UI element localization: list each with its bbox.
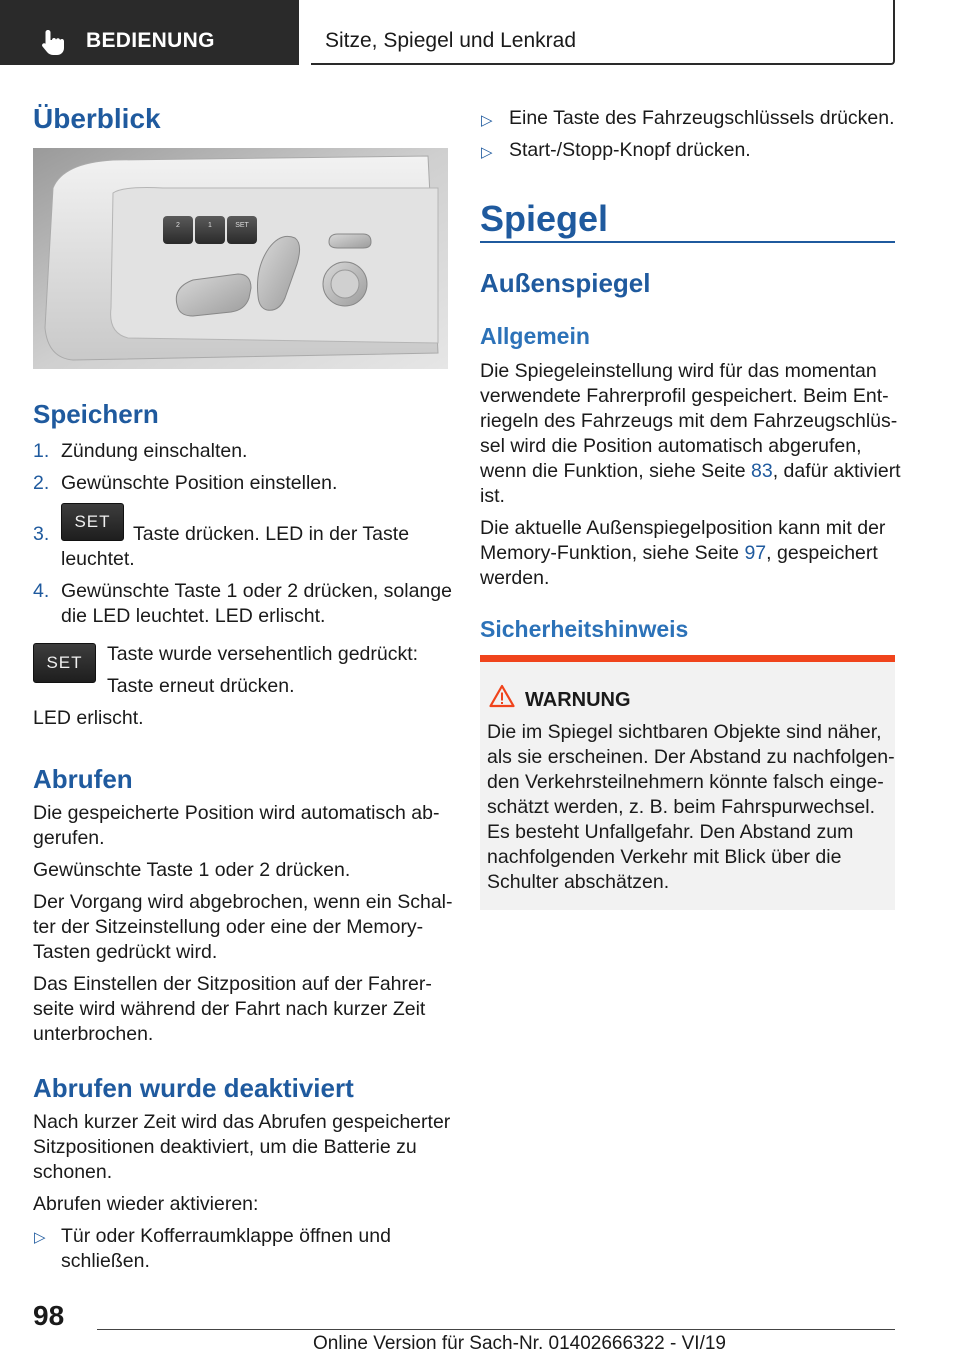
general-text: sel wird die Position automatisch abgerufen, xyxy=(480,435,862,457)
recall-disabled-text: Nach kurzer Zeit wird das Abrufen gespeicherter xyxy=(33,1111,451,1133)
memory-text xyxy=(480,541,878,566)
warning-text: Schulter abschätzen. xyxy=(487,871,670,893)
step-number: 3. xyxy=(33,523,50,545)
header-chapter-label: Sitze, Spiegel und Lenkrad xyxy=(325,29,577,52)
recall-text: Die gespeicherte Position wird automatisch ab- xyxy=(33,802,440,824)
recall-text: ter der Sitzeinstellung oder eine der Memory- xyxy=(33,916,424,938)
warning-text: schätzt werden, z. B. beim Fahrspurwechsel. xyxy=(487,796,875,818)
memory-text-part: Memory-Funktion, siehe Seite xyxy=(480,542,745,564)
set-button-icon: SET xyxy=(33,643,96,683)
bullet-text: Tür oder Kofferraumklappe öffnen und xyxy=(61,1225,391,1247)
led-off-text: LED erlischt. xyxy=(33,707,144,729)
safety-heading: Sicherheitshinweis xyxy=(480,616,689,642)
accidental-press-text: Taste wurde versehentlich gedrückt: xyxy=(107,643,419,665)
seat-button-set-label: SET xyxy=(235,222,249,229)
memory-text: Die aktuelle Außenspiegelposition kann mit der xyxy=(480,517,886,539)
warning-text: den Verkehrsteilnehmern könnte falsch einge- xyxy=(487,771,884,793)
seat-button-2-label: 2 xyxy=(176,222,180,229)
recall-disabled-text: Abrufen wieder aktivieren: xyxy=(33,1193,259,1215)
step-text-continued: leuchtet. xyxy=(61,548,135,570)
recall-text: seite wird während der Fahrt nach kurzer Zeit xyxy=(33,998,426,1020)
recall-text: gerufen. xyxy=(33,827,105,849)
set-button-icon: SET xyxy=(61,503,124,541)
recall-text: unterbrochen. xyxy=(33,1023,154,1045)
seat-button-1-label: 1 xyxy=(208,222,212,229)
memory-text: werden. xyxy=(480,567,550,589)
general-heading: Allgemein xyxy=(480,323,590,349)
warning-text: nachfolgenden Verkehr mit Blick über die xyxy=(487,846,842,868)
general-text-part: , dafür aktiviert xyxy=(772,460,901,482)
warning-text: Es besteht Unfallgefahr. Den Abstand zum xyxy=(487,821,854,843)
page-number: 98 xyxy=(33,1300,65,1331)
step-text: Gewünschte Taste 1 oder 2 drücken, solange xyxy=(61,580,452,602)
recall-disabled-text: schonen. xyxy=(33,1161,113,1183)
overview-heading: Überblick xyxy=(33,103,161,134)
step-number: 1. xyxy=(33,440,50,462)
general-text-part: wenn die Funktion, siehe Seite xyxy=(480,460,752,482)
general-text: Die Spiegeleinstellung wird für das momentan xyxy=(480,360,877,382)
mirror-heading: Spiegel xyxy=(480,198,609,239)
warning-box xyxy=(480,655,895,910)
recall-text: Der Vorgang wird abgebrochen, wenn ein Schal- xyxy=(33,891,453,913)
header-chapter-tab xyxy=(311,0,895,65)
seat-panel-illustration xyxy=(33,148,448,369)
triangle-bullet-icon: ▷ xyxy=(34,1229,46,1246)
general-text: ist. xyxy=(480,485,505,507)
seat-memory-buttons-image xyxy=(33,148,448,369)
step-number: 4. xyxy=(33,580,50,602)
bullet-text: schließen. xyxy=(61,1250,150,1272)
heading-underline xyxy=(480,241,895,243)
general-text: riegeln des Fahrzeugs mit dem Fahrzeugschlüs- xyxy=(480,410,898,432)
save-heading: Speichern xyxy=(33,399,159,429)
header-section-tab xyxy=(0,0,299,65)
bullet-text: Eine Taste des Fahrzeugschlüssels drücken. xyxy=(509,107,895,129)
recall-text: Tasten gedrückt wird. xyxy=(33,941,218,963)
general-text xyxy=(480,459,901,484)
memory-text-part: , gespeichert xyxy=(766,542,878,564)
step-text: Taste drücken. LED in der Taste xyxy=(133,523,410,545)
step-number: 2. xyxy=(33,472,50,494)
page-reference-link[interactable]: 83 xyxy=(751,460,773,482)
recall-heading: Abrufen xyxy=(33,764,133,794)
page-reference-link[interactable]: 97 xyxy=(744,542,767,564)
step-text: Zündung einschalten. xyxy=(61,440,248,462)
warning-triangle-icon xyxy=(489,684,515,708)
warning-label: WARNUNG xyxy=(525,689,631,711)
recall-disabled-text: Sitzpositionen deaktiviert, um die Batterie zu xyxy=(33,1136,417,1158)
step-text-continued: die LED leuchtet. LED erlischt. xyxy=(61,605,326,627)
hand-pointer-icon xyxy=(38,27,68,57)
warning-text: Die im Spiegel sichtbaren Objekte sind näher, xyxy=(487,721,882,743)
general-text: verwendete Fahrerprofil gespeichert. Beim Ent- xyxy=(480,385,889,407)
recall-disabled-heading: Abrufen wurde deaktiviert xyxy=(33,1073,354,1103)
exterior-mirror-heading: Außenspiegel xyxy=(480,268,651,298)
recall-text: Gewünschte Taste 1 oder 2 drücken. xyxy=(33,859,351,881)
footer-online-version: Online Version für Sach-Nr. 01402666322 - VI/19 xyxy=(313,1333,726,1354)
step-text: Gewünschte Position einstellen. xyxy=(61,472,338,494)
warning-text: als sie erscheinen. Der Abstand zu nachfolgen- xyxy=(487,746,895,768)
accidental-press-action: Taste erneut drücken. xyxy=(107,675,295,697)
bullet-text: Start-/Stopp-Knopf drücken. xyxy=(509,139,751,161)
header-section-label: BEDIENUNG xyxy=(86,29,215,52)
triangle-bullet-icon: ▷ xyxy=(481,144,493,161)
triangle-bullet-icon: ▷ xyxy=(481,112,493,129)
recall-text: Das Einstellen der Sitzposition auf der Fahrer- xyxy=(33,973,432,995)
footer-divider xyxy=(97,1329,895,1330)
